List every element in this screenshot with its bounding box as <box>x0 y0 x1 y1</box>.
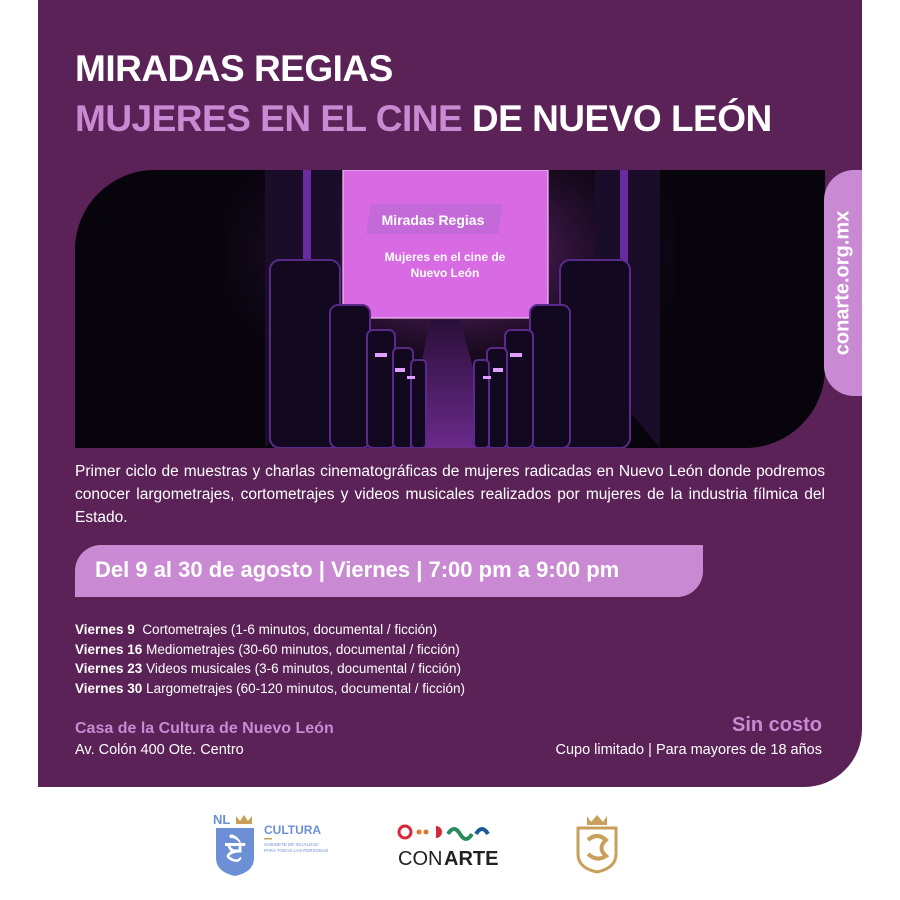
title-accent: MUJERES EN EL CINE <box>75 98 463 139</box>
screen-line-1: Mujeres en el cine de <box>384 250 506 264</box>
half-circle-icon <box>436 826 442 838</box>
website-label: conarte.org.mx <box>831 210 854 356</box>
conarte-con: CON <box>398 848 443 870</box>
schedule-day: Viernes 23 <box>75 661 143 676</box>
title-line-2 <box>75 98 772 140</box>
schedule-text: Videos musicales (3-6 minutos, documental / ficción) <box>146 661 461 676</box>
gold-shield-logo <box>574 814 620 879</box>
cultura-text: CULTURA <box>264 823 322 837</box>
date-banner <box>75 545 703 597</box>
circle-icon <box>399 826 411 838</box>
crown-icon <box>587 815 607 825</box>
screen-badge-text: Miradas Regias <box>381 212 485 228</box>
venue-name: Casa de la Cultura de Nuevo León <box>75 720 334 737</box>
wave-icon <box>448 829 472 839</box>
schedule-item <box>75 679 465 699</box>
svg-text:GABINETE DE IGUALDAD: GABINETE DE IGUALDAD <box>264 842 319 847</box>
schedule-list <box>75 620 465 698</box>
nl-text: NL <box>213 812 231 827</box>
website-tab[interactable] <box>824 170 862 396</box>
event-poster <box>38 0 862 787</box>
movie-screen <box>343 170 548 318</box>
crown-icon <box>236 815 252 824</box>
event-description: Primer ciclo de muestras y charlas cinematográficas de mujeres radicadas en Nuevo León donde podremos conocer largometrajes, cortometrajes y videos musicales realizados por mujeres de la industria fílmica del Estado. <box>75 463 825 526</box>
date-banner-text: Del 9 al 30 de agosto | Viernes | 7:00 pm a 9:00 pm <box>95 557 620 582</box>
title-line-1: MIRADAS REGIAS <box>75 48 393 89</box>
screen-line-2: Nuevo León <box>410 266 480 280</box>
schedule-text: Cortometrajes (1-6 minutos, documental / ficción) <box>142 622 438 637</box>
cost-note: Cupo limitado | Para mayores de 18 años <box>555 742 822 758</box>
cinema-photo <box>75 170 825 448</box>
schedule-day: Viernes 16 <box>75 641 143 657</box>
schedule-day: Viernes 9 <box>75 622 135 637</box>
conarte-logo <box>396 820 506 875</box>
cinema-illustration <box>75 170 825 448</box>
conarte-arte: ARTE <box>444 848 499 870</box>
schedule-item <box>75 620 465 640</box>
cost-label: Sin costo <box>731 714 822 736</box>
nl-cultura-logo <box>212 812 352 881</box>
svg-text:ਏ: ਏ <box>225 836 245 867</box>
title-rest: DE NUEVO LEÓN <box>462 98 772 139</box>
schedule-item <box>75 640 465 660</box>
schedule-text: Mediometrajes (30-60 minutos, documental / ficción) <box>146 641 460 657</box>
schedule-text: Largometrajes (60-120 minutos, documental / ficción) <box>146 680 465 696</box>
schedule-item <box>75 659 465 679</box>
svg-text:PARA TODAS LAS PERSONAS: PARA TODAS LAS PERSONAS <box>264 848 329 853</box>
venue-address: Av. Colón 400 Ote. Centro <box>75 742 244 758</box>
screen-badge <box>366 204 503 234</box>
schedule-day: Viernes 30 <box>75 680 143 696</box>
